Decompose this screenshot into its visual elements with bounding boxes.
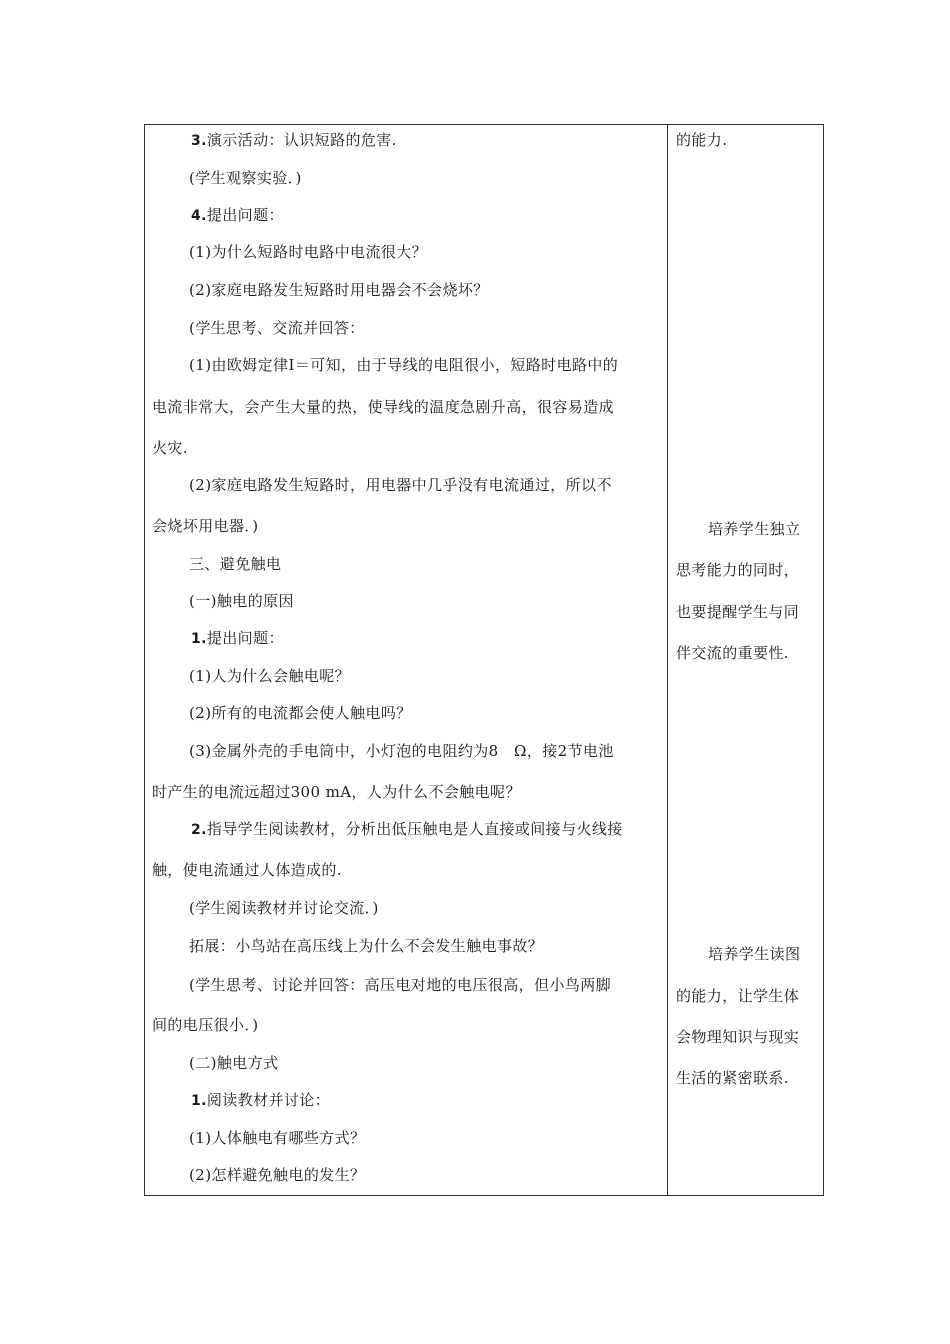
side-line: 也要提醒学生与同 xyxy=(676,603,800,621)
main-line: 会烧坏用电器．) xyxy=(152,517,259,535)
main-line: 拓展：小鸟站在高压线上为什么不会发生触电事故？ xyxy=(189,937,544,955)
main-line: 3.演示活动：认识短路的危害. xyxy=(191,131,397,149)
side-line: 伴交流的重要性. xyxy=(676,644,789,662)
main-line: 触，使电流通过人体造成的. xyxy=(152,861,342,879)
main-line: (1)人体触电有哪些方式？ xyxy=(189,1129,366,1147)
side-line: 思考能力的同时， xyxy=(676,561,800,579)
main-line: (2)家庭电路发生短路时，用电器中几乎没有电流通过，所以不 xyxy=(189,476,612,494)
main-line: (2)家庭电路发生短路时用电器会不会烧坏？ xyxy=(189,281,489,299)
subsection-heading: (一)触电的原因 xyxy=(189,592,294,610)
main-line: 1.提出问题： xyxy=(191,629,284,647)
side-line: 生活的紧密联系. xyxy=(676,1069,789,1087)
main-line: (1)由欧姆定律I＝可知，由于导线的电阻很小，短路时电路中的 xyxy=(189,356,619,374)
main-line: 4.提出问题： xyxy=(191,206,284,224)
main-line: 间的电压很小．) xyxy=(152,1016,259,1034)
main-line: 火灾. xyxy=(152,439,188,457)
side-line: 的能力，让学生体 xyxy=(676,987,800,1005)
side-line: 会物理知识与现实 xyxy=(676,1028,800,1046)
main-line: 电流非常大，会产生大量的热，使导线的温度急剧升高，很容易造成 xyxy=(152,398,615,416)
main-line: (1)为什么短路时电路中电流很大？ xyxy=(189,243,428,261)
side-line: 培养学生独立 xyxy=(708,520,801,538)
main-line: (3)金属外壳的手电筒中，小灯泡的电阻约为8 Ω，接2节电池 xyxy=(189,742,614,760)
main-line: (学生思考、讨论并回答：高压电对地的电压很高，但小鸟两脚 xyxy=(189,976,612,994)
design-intent-column xyxy=(668,125,823,1195)
main-line: (2)怎样避免触电的发生？ xyxy=(189,1166,366,1184)
main-line: 时产生的电流远超过300 mA，人为什么不会触电呢？ xyxy=(152,783,521,801)
main-line: (1)人为什么会触电呢？ xyxy=(189,667,351,685)
side-line: 培养学生读图 xyxy=(708,945,801,963)
lesson-table xyxy=(144,124,824,1196)
main-line: (2)所有的电流都会使人触电吗？ xyxy=(189,704,412,722)
main-line: 1.阅读教材并讨论： xyxy=(191,1091,331,1109)
side-line: 的能力. xyxy=(676,131,728,149)
main-line: 2.指导学生阅读教材，分析出低压触电是人直接或间接与火线接 xyxy=(191,820,623,838)
section-heading: 三、避免触电 xyxy=(189,555,282,573)
main-line: (学生思考、交流并回答： xyxy=(189,319,365,337)
main-line: (学生阅读教材并讨论交流．) xyxy=(189,899,379,917)
subsection-heading: (二)触电方式 xyxy=(189,1054,279,1072)
teaching-process-column xyxy=(145,125,668,1195)
main-line: (学生观察实验．) xyxy=(189,169,302,187)
